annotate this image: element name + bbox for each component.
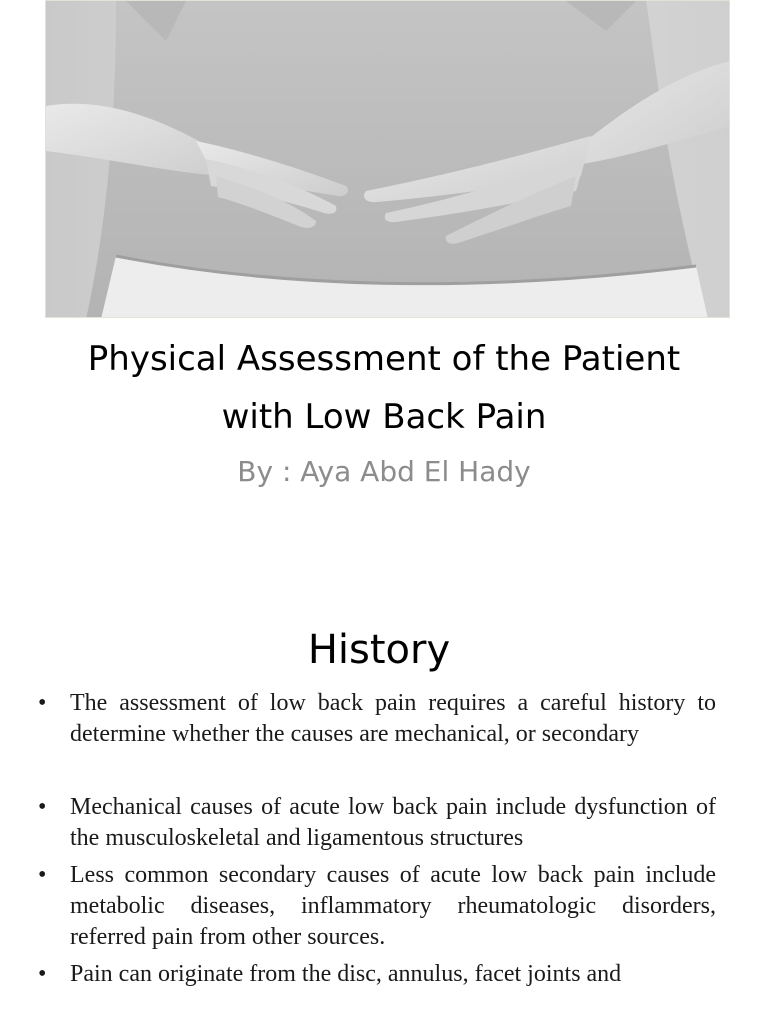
bullet-item: [38, 792, 716, 854]
title-line-2: with Low Back Pain: [221, 397, 547, 437]
back-pain-illustration: [46, 1, 730, 318]
bullet-text: Less common secondary causes of acute low back pain include metabolic diseases, inflammatory rheumatologic disorders, referred pain from other sources.: [70, 862, 716, 950]
bullet-item: [38, 959, 716, 990]
bullet-item: [38, 688, 716, 750]
bullet-text: The assessment of low back pain requires a careful history to determine whether the causes are mechanical, or secondary: [70, 690, 716, 747]
title-line-1: Physical Assessment of the Patient: [87, 339, 681, 379]
bullet-text: Pain can originate from the disc, annulus, facet joints and: [70, 961, 622, 987]
slide-title: [0, 330, 768, 446]
bullet-text: Mechanical causes of acute low back pain include dysfunction of the musculoskeletal and ligamentous structures: [70, 794, 716, 851]
bullet-dot: •: [38, 794, 47, 820]
bullet-dot: •: [38, 690, 47, 716]
bullet-list: [38, 688, 716, 990]
bullet-item: [38, 860, 716, 953]
section-heading: History: [307, 627, 451, 673]
back-pain-photo: [45, 0, 730, 318]
bullet-dot: •: [38, 862, 47, 888]
bullet-dot: •: [38, 961, 47, 987]
slide-subtitle: By : Aya Abd El Hady: [237, 455, 531, 488]
